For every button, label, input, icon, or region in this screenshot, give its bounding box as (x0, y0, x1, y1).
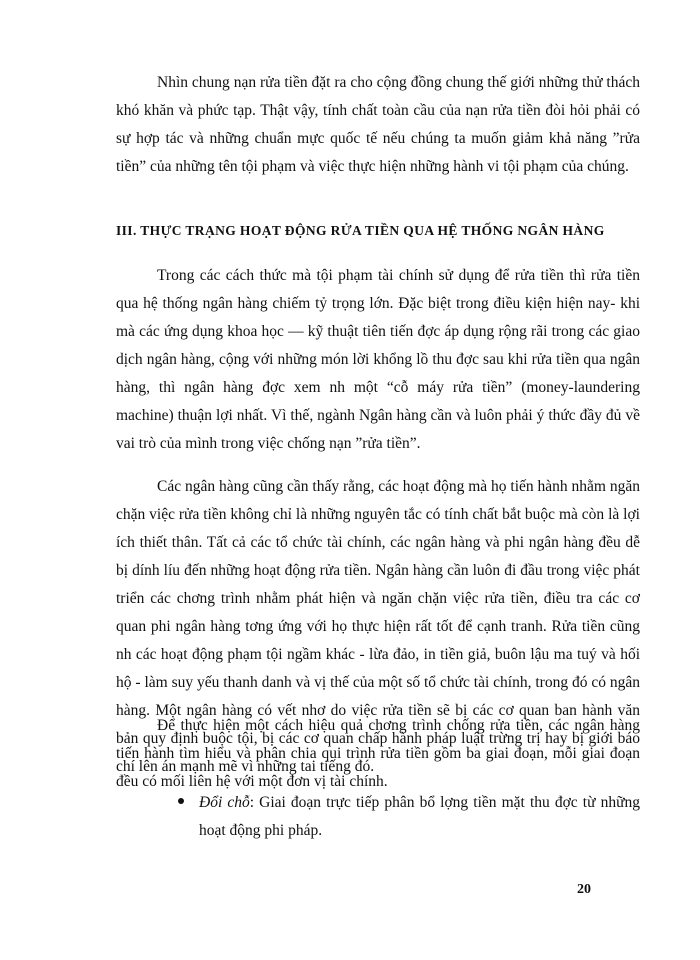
page-number: 20 (577, 882, 591, 897)
bullet-dot-icon (178, 798, 184, 804)
paragraph-banks-role: Các ngân hàng cũng cần thấy rằng, các hoạt động mà họ tiến hành nhằm ngăn chặn việc rửa tiền không chỉ là những nguyên tắc có tính chất bắt buộc mà còn là lợi ích thiết thân. Tất cả các tổ chức tài chính, các ngân hàng và phi ngân hàng đều dễ bị dính líu đến những hoạt động rửa tiền. Ngân hàng cần luôn đi đầu trong việc phát triển các chơng trình nhằm phát hiện và ngăn chặn việc rửa tiền, điều tra các cơ quan phi ngân hàng tơng ứng với họ thực hiện rất tốt để cạnh tranh. Rửa tiền cũng nh các hoạt động phạm tội ngầm khác - lừa đảo, in tiền giả, buôn lậu ma tuý và hối hộ - làm suy yếu thanh danh và vị thế của một số tổ chức tài chính, trong đó có ngân hàng. Một ngân hàng có vết nhơ do việc rửa tiền sẽ bị các cơ quan ban hành văn bản quy định buộc tội, bị các cơ quan chấp hành pháp luật trừng trị hay bị giới báo chí lên án mạnh mẽ vì những tai tiếng đó. (116, 478, 640, 775)
bullet-description: : Giai đoạn trực tiếp phân bổ lợng tiền mặt thu đợc từ những hoạt động phi pháp. (199, 794, 640, 839)
paragraph-intro: Nhìn chung nạn rửa tiền đặt ra cho cộng đồng chung thế giới những thử thách khó khăn và phức tạp. Thật vậy, tính chất toàn cầu của nạn rửa tiền đòi hỏi phải có sự hợp tác và những chuẩn mực quốc tế nếu chúng ta muốn giảm khả năng ”rửa tiền” của những tên tội phạm và việc thực hiện những hành vi tội phạm của chúng. (116, 74, 640, 175)
section-heading: III. THỰC TRẠNG HOẠT ĐỘNG RỬA TIỀN QUA HỆ THỐNG NGÂN HÀNG (116, 223, 605, 238)
bullet-text (199, 789, 640, 845)
paragraph-banking-system: Trong các cách thức mà tội phạm tài chính sử dụng để rửa tiền thì rửa tiền qua hệ thống ngân hàng chiếm tỷ trọng lớn. Đặc biệt trong điều kiện hiện nay- khi mà các ứng dụng khoa học — kỹ thuật tiên tiến đợc áp dụng rộng rãi trong các giao dịch ngân hàng, cộng với những món lời khổng lồ thu đợc sau khi rửa tiền qua ngân hàng, thì ngân hàng đợc xem nh một “cỗ máy rửa tiền” (money-laundering machine) thuận lợi nhất. Vì thế, ngành Ngân hàng cần và luôn phải ý thức đầy đủ về vai trò của mình trong việc chống nạn ”rửa tiền”. (116, 267, 640, 452)
bullet-term: Đổi chỗ (199, 794, 250, 811)
paragraph-three-stages: Để thực hiện một cách hiệu quả chơng trình chống rửa tiền, các ngân hàng tiến hành tìm hiểu và phân chia qui trình rửa tiền gồm ba giai đoạn, mỗi giai đoạn đều có mối liên hệ với một đơn vị tài chính. (116, 717, 640, 790)
